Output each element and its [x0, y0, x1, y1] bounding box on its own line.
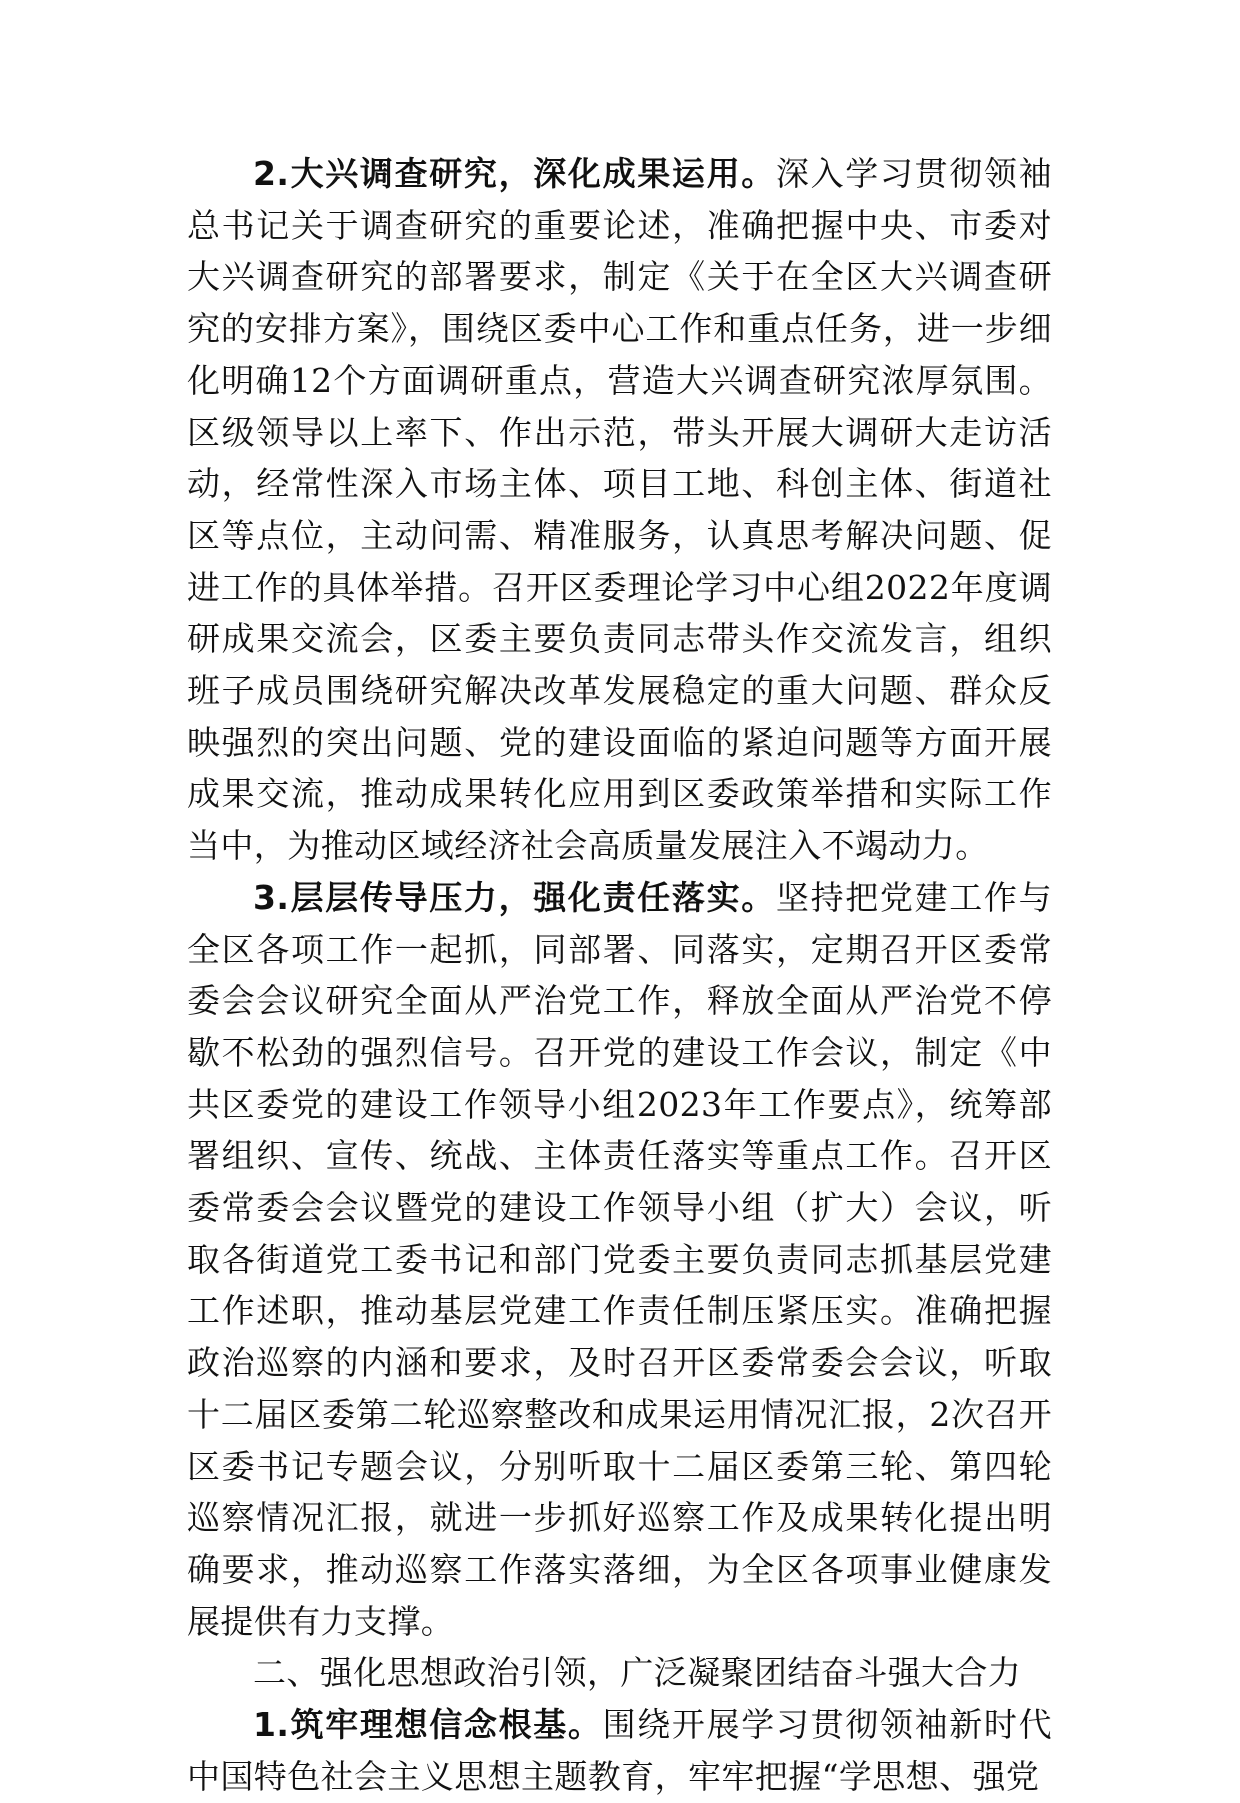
- paragraph-text: 围绕开展学习贯彻领袖新时代中国特色社会主义思想主题教育，牢牢把握“学思想、强党: [187, 1705, 1052, 1796]
- paragraph-ideals: [187, 1699, 1052, 1802]
- paragraph-research: [187, 148, 1052, 872]
- document-body: [187, 148, 1052, 1803]
- paragraph-lead: 1.筑牢理想信念根基。: [253, 1705, 603, 1745]
- section-heading: 二、强化思想政治引领，广泛凝聚团结奋斗强大合力: [253, 1653, 1022, 1693]
- paragraph-responsibility: [187, 872, 1052, 1648]
- paragraph-lead: 2.大兴调查研究，深化成果运用。: [253, 154, 776, 193]
- paragraph-lead: 3.层层传导压力，强化责任落实。: [253, 877, 776, 917]
- paragraph-text: 坚持把党建工作与全区各项工作一起抓，同部署、同落实，定期召开区委常委会会议研究全面从严治党工作，释放全面从严治党不停歇不松劲的强烈信号。召开党的建设工作会议，制定《中共区委党的建设工作领导小组2023年工作要点》，统筹部署组织、宣传、统战、主体责任落实等重点工作。召开区委常委会会议暨党的建设工作领导小组（扩大）会议，听取各街道党工委书记和部门党委主要负责同志抓基层党建工作述职，推动基层党建工作责任制压紧压实。准确把握政治巡察的内涵和要求，及时召开区委常委会会议，听取十二届区委第二轮巡察整改和成果运用情况汇报，2次召开区委书记专题会议，分别听取十二届区委第三轮、第四轮巡察情况汇报，就进一步抓好巡察工作及成果转化提出明确要求，推动巡察工作落实落细，为全区各项事业健康发展提供有力支撑。: [187, 877, 1052, 1641]
- paragraph-text: 深入学习贯彻领袖总书记关于调查研究的重要论述，准确把握中央、市委对大兴调查研究的部署要求，制定《关于在全区大兴调查研究的安排方案》，围绕区委中心工作和重点任务，进一步细化明确12个方面调研重点，营造大兴调查研究浓厚氛围。区级领导以上率下、作出示范，带头开展大调研大走访活动，经常性深入市场主体、项目工地、科创主体、街道社区等点位，主动问需、精准服务，认真思考解决问题、促进工作的具体举措。召开区委理论学习中心组2022年度调研成果交流会，区委主要负责同志带头作交流发言，组织班子成员围绕研究解决改革发展稳定的重大问题、群众反映强烈的突出问题、党的建设面临的紧迫问题等方面开展成果交流，推动成果转化应用到区委政策举措和实际工作当中，为推动区域经济社会高质量发展注入不竭动力。: [187, 154, 1052, 866]
